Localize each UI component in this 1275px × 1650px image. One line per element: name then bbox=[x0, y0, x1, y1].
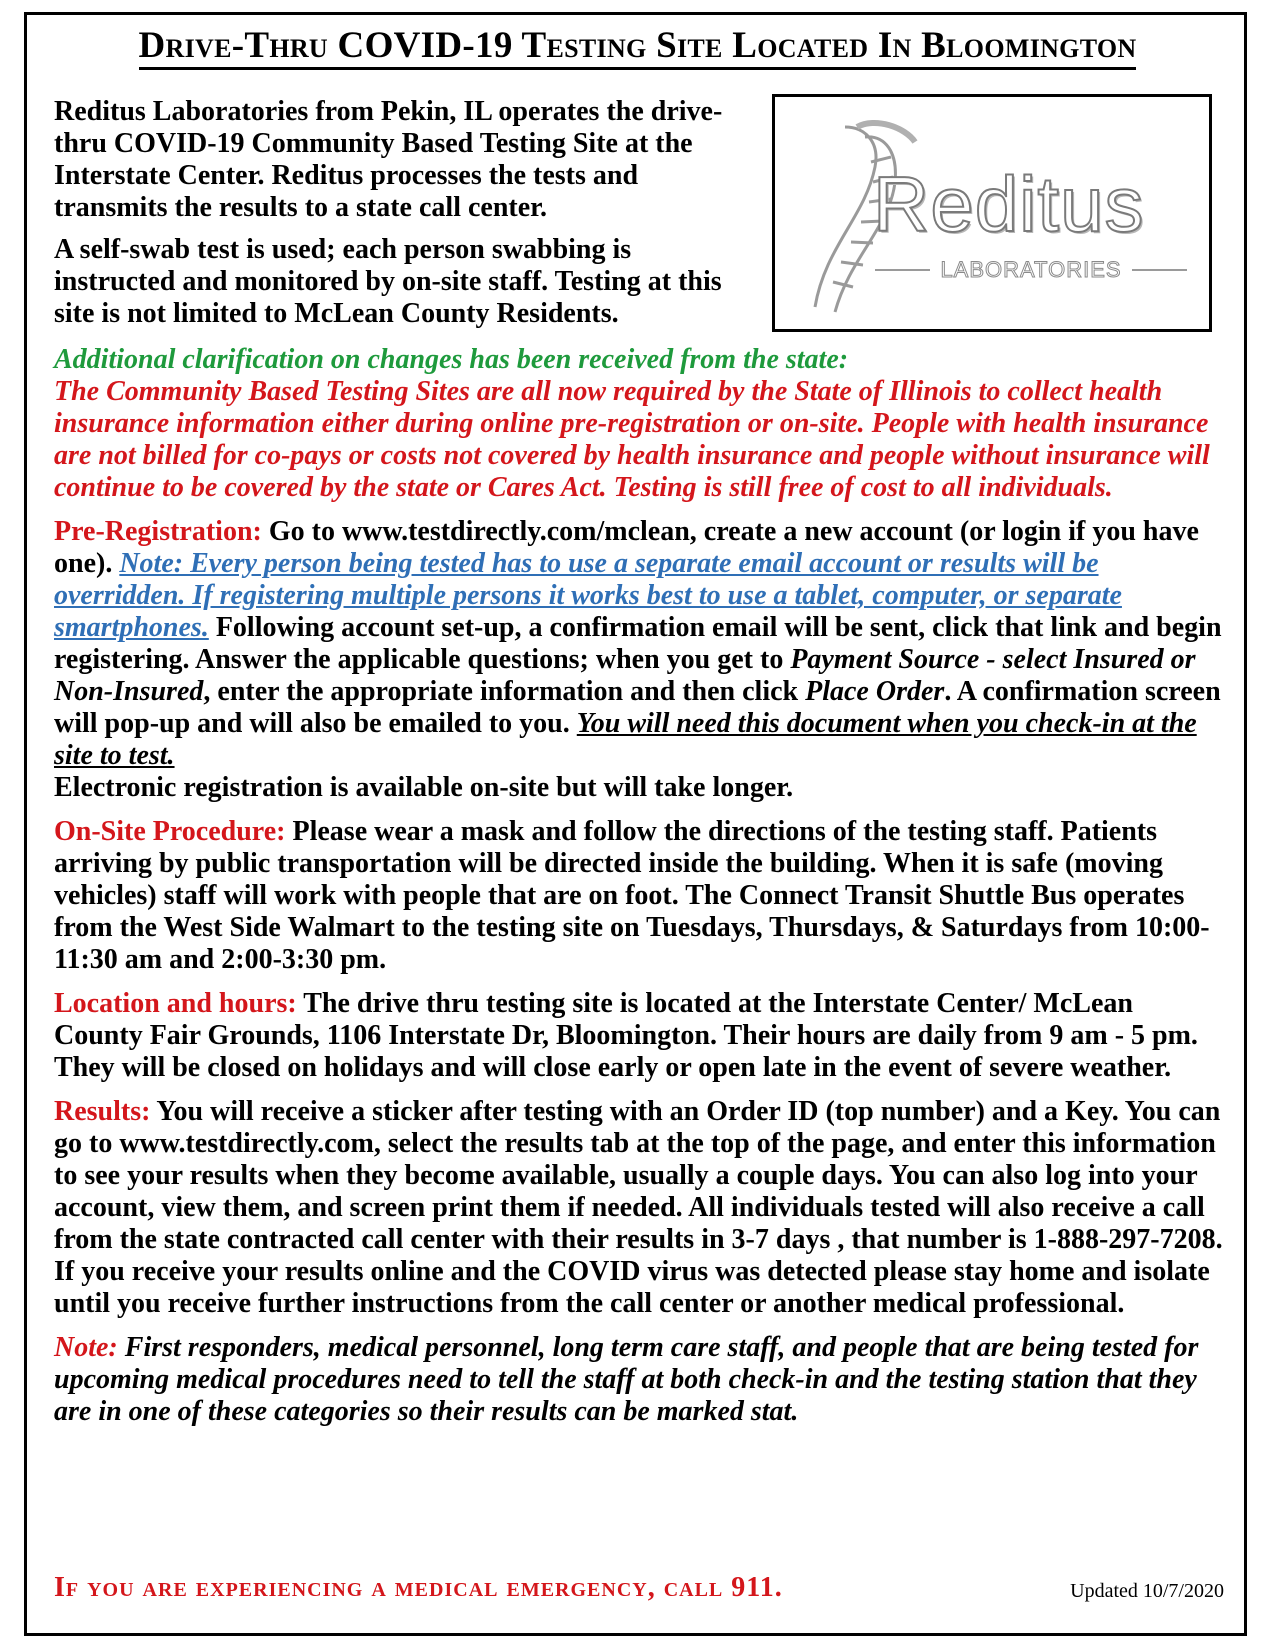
preregistration-text-4: . A confirmation screen will pop-up and will also be emailed to you. bbox=[54, 676, 1221, 739]
preregistration-text-1: Go to www.testdirectly.com/mclean, create a new account (or login if you have one). bbox=[54, 516, 1199, 579]
footer bbox=[54, 1572, 1224, 1604]
note-label: Note: bbox=[54, 1332, 118, 1363]
intro-paragraph-1: Reditus Laboratories from Pekin, IL operates the drive-thru COVID-19 Community Based Testing Site at the Interstate Center. Reditus processes the tests and transmits the results to a state call center. bbox=[54, 96, 723, 223]
onsite-text: Please wear a mask and follow the directions of the testing staff. Patients arriving by public transportation will be directed inside the building. When it is safe (moving vehicles) staff will work with people that are on foot. The Connect Transit Shuttle Bus operates from the West Side Walmart to the testing site on Tuesdays, Thursdays, & Saturdays from 10:00-11:30 am and 2:00-3:30 pm. bbox=[54, 816, 1210, 975]
reditus-logo bbox=[772, 94, 1212, 332]
preregistration-label: Pre-Registration: bbox=[54, 516, 262, 547]
clarification-section bbox=[54, 344, 1224, 504]
clarification-heading: Additional clarification on changes has been received from the state: bbox=[54, 344, 849, 375]
intro-section bbox=[54, 96, 754, 340]
intro-paragraph-2: A self-swab test is used; each person swabbing is instructed and monitored by on-site staff. Testing at this site is not limited to McLean County Residents. bbox=[54, 234, 722, 329]
page-title bbox=[0, 24, 1275, 67]
logo-subtitle: LABORATORIES bbox=[940, 257, 1122, 282]
results-label: Results: bbox=[54, 1096, 151, 1127]
note-text: First responders, medical personnel, long term care staff, and people that are being tested for upcoming medical procedures need to tell the staff at both check-in and the testing station that they are in one of these categories so their results can be marked stat. bbox=[54, 1332, 1199, 1427]
preregistration-section bbox=[54, 516, 1224, 804]
location-label: Location and hours: bbox=[54, 988, 297, 1019]
page-title-text: Drive-Thru COVID-19 Testing Site Located In Bloomington bbox=[139, 25, 1137, 70]
preregistration-note-link[interactable]: Note: Every person being tested has to use a separate email account or results will be overridden. If registering multiple persons it works best to use a tablet, computer, or separate smartphones. bbox=[54, 548, 1122, 643]
logo-rule-left bbox=[875, 269, 930, 271]
preregistration-text-5: Electronic registration is available on-site but will take longer. bbox=[54, 772, 794, 803]
main-content bbox=[54, 344, 1224, 1440]
onsite-label: On-Site Procedure: bbox=[54, 816, 286, 847]
note-section bbox=[54, 1332, 1224, 1428]
clarification-body: The Community Based Testing Sites are all now required by the State of Illinois to collect health insurance information either during online pre-registration or on-site. People with health insurance are not billed for co-pays or costs not covered by health insurance and people without insurance will continue to be covered by the state or Cares Act. Testing is still free of cost to all individuals. bbox=[54, 376, 1210, 503]
emergency-notice: If you are experiencing a medical emergency, call 911. bbox=[54, 1572, 783, 1603]
logo-rule-right bbox=[1132, 269, 1187, 271]
results-text: You will receive a sticker after testing with an Order ID (top number) and a Key. You can go to www.testdirectly.com, select the results tab at the top of the page, and enter this information to see your results when they become available, usually a couple days. You can also log into your account, view them, and screen print them if needed. All individuals tested will also receive a call from the state contracted call center with their results in 3-7 days , that number is 1-888-297-7208. If you receive your results online and the COVID virus was detected please stay home and isolate until you receive further instructions from the call center or another medical professional. bbox=[54, 1096, 1223, 1319]
preregistration-text-3: , enter the appropriate information and then click bbox=[203, 676, 799, 707]
location-section bbox=[54, 988, 1224, 1084]
place-order-text: Place Order bbox=[805, 676, 945, 707]
results-section bbox=[54, 1096, 1224, 1320]
onsite-section bbox=[54, 816, 1224, 976]
logo-subtitle-row bbox=[875, 257, 1187, 283]
updated-date: Updated 10/7/2020 bbox=[1070, 1580, 1224, 1602]
payment-source-text: Payment Source - select Insured or Non-Insured bbox=[54, 644, 1196, 707]
preregistration-underline: You will need this document when you check-in at the site to test. bbox=[54, 708, 1197, 771]
preregistration-text-2: Following account set-up, a confirmation email will be sent, click that link and begin registering. Answer the applicable questions; when you get to bbox=[54, 612, 1222, 675]
logo-wordmark: Reditus bbox=[873, 160, 1145, 248]
location-text: The drive thru testing site is located at the Interstate Center/ McLean County Fair Grounds, 1106 Interstate Dr, Bloomington. Their hours are daily from 9 am - 5 pm. They will be closed on holidays and will close early or open late in the event of severe weather. bbox=[54, 988, 1198, 1083]
